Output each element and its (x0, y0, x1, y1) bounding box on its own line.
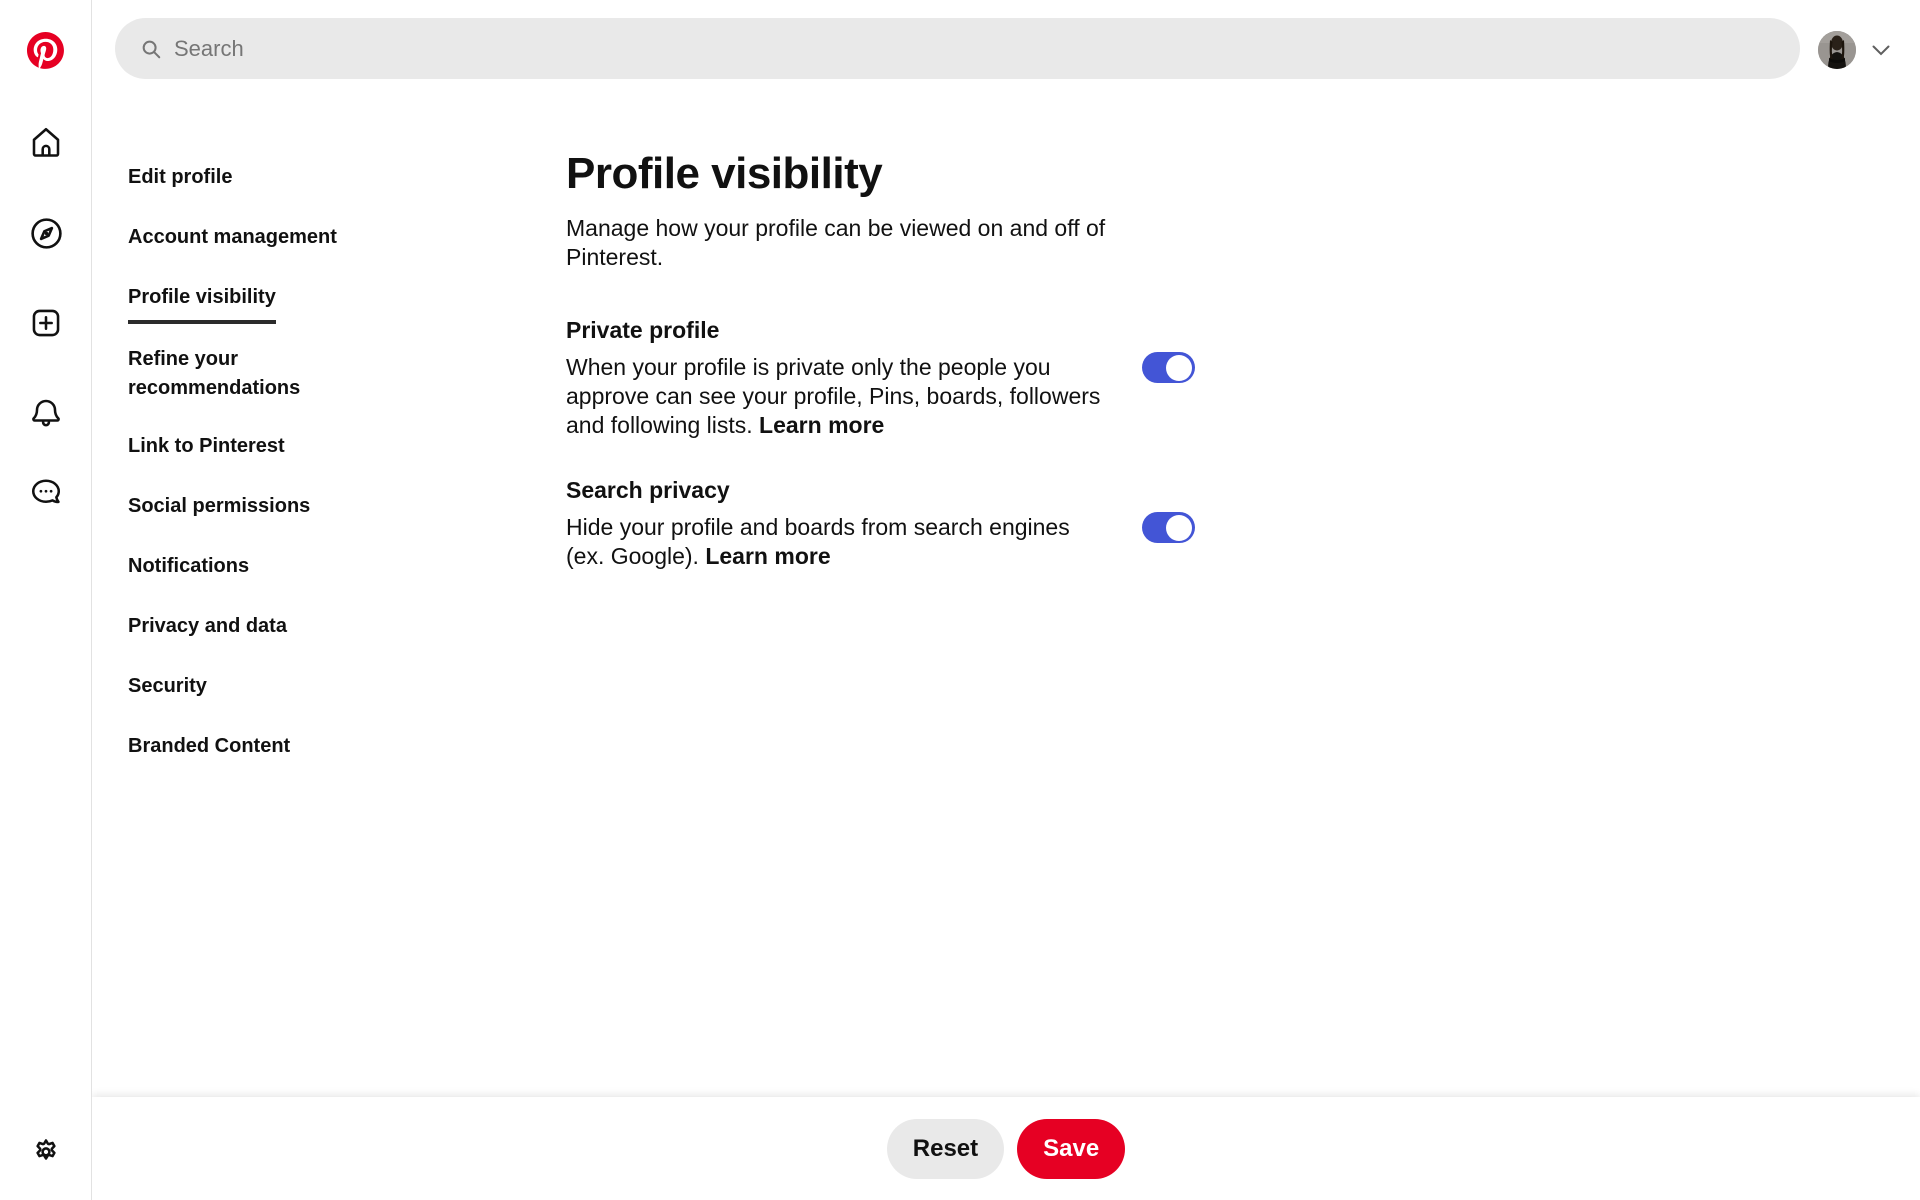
settings-nav (128, 165, 428, 794)
private-profile-heading: Private profile (566, 317, 720, 344)
private-profile-row (566, 353, 1195, 440)
private-profile-toggle[interactable] (1142, 352, 1195, 383)
explore-compass-icon (28, 215, 65, 252)
nav-profile-visibility-label: Profile visibility (128, 285, 276, 324)
gear-icon (29, 1134, 63, 1168)
search-privacy-heading: Search privacy (566, 477, 730, 504)
nav-notifications[interactable]: Notifications (128, 555, 250, 577)
profile-visibility-panel (566, 150, 1206, 607)
nav-edit-profile[interactable]: Edit profile (128, 166, 233, 188)
private-profile-description (566, 353, 1111, 440)
nav-profile-visibility[interactable] (128, 285, 428, 324)
avatar-image (1818, 31, 1856, 69)
private-profile-body-text: When your profile is private only the people you approve can see your profile, Pins, boards, followers and following lists. (566, 354, 1101, 439)
private-profile-section (566, 316, 1206, 440)
nav-refine-recommendations[interactable]: Refine your recommendations (128, 348, 301, 399)
home-icon (28, 124, 64, 160)
private-profile-learn-more-link[interactable]: Learn more (759, 412, 885, 439)
nav-branded-content[interactable]: Branded Content (128, 735, 291, 757)
nav-security[interactable]: Security (128, 675, 207, 697)
search-privacy-body-text: Hide your profile and boards from search engines (ex. Google). (566, 514, 1070, 570)
search-privacy-toggle[interactable] (1142, 512, 1195, 543)
account-menu-button[interactable] (1867, 36, 1895, 64)
search-privacy-learn-more-link[interactable]: Learn more (705, 543, 831, 570)
toggle-knob (1166, 515, 1192, 541)
create-plus-icon (29, 306, 63, 340)
explore-nav[interactable] (0, 215, 92, 252)
pinterest-logo-icon (27, 32, 64, 69)
search-privacy-row (566, 513, 1195, 571)
chevron-down-icon (1872, 45, 1890, 56)
page-subtitle: Manage how your profile can be viewed on and off of Pinterest. (566, 215, 1106, 271)
bell-icon (28, 395, 64, 431)
messages-nav[interactable] (0, 474, 92, 510)
page-title: Profile visibility (566, 149, 883, 198)
action-bar (92, 1097, 1920, 1200)
reset-button[interactable]: Reset (887, 1119, 1004, 1179)
nav-privacy-and-data[interactable]: Privacy and data (128, 615, 287, 637)
search-input[interactable] (174, 36, 1668, 62)
pinterest-logo[interactable] (27, 32, 64, 69)
home-nav[interactable] (0, 124, 92, 160)
search-privacy-section (566, 476, 1206, 571)
settings-gear-button[interactable] (0, 1134, 92, 1168)
left-rail (0, 0, 92, 1200)
nav-social-permissions[interactable]: Social permissions (128, 495, 311, 517)
save-button[interactable]: Save (1017, 1119, 1125, 1179)
top-header (92, 0, 1920, 100)
search-bar[interactable] (115, 18, 1800, 79)
search-icon (140, 38, 162, 60)
search-privacy-description (566, 513, 1111, 571)
nav-link-to-pinterest[interactable]: Link to Pinterest (128, 435, 285, 457)
nav-account-management[interactable]: Account management (128, 226, 337, 248)
profile-avatar[interactable] (1818, 31, 1856, 69)
notifications-nav[interactable] (0, 395, 92, 431)
toggle-knob (1166, 355, 1192, 381)
create-nav[interactable] (0, 306, 92, 340)
chat-bubble-icon (28, 474, 64, 510)
